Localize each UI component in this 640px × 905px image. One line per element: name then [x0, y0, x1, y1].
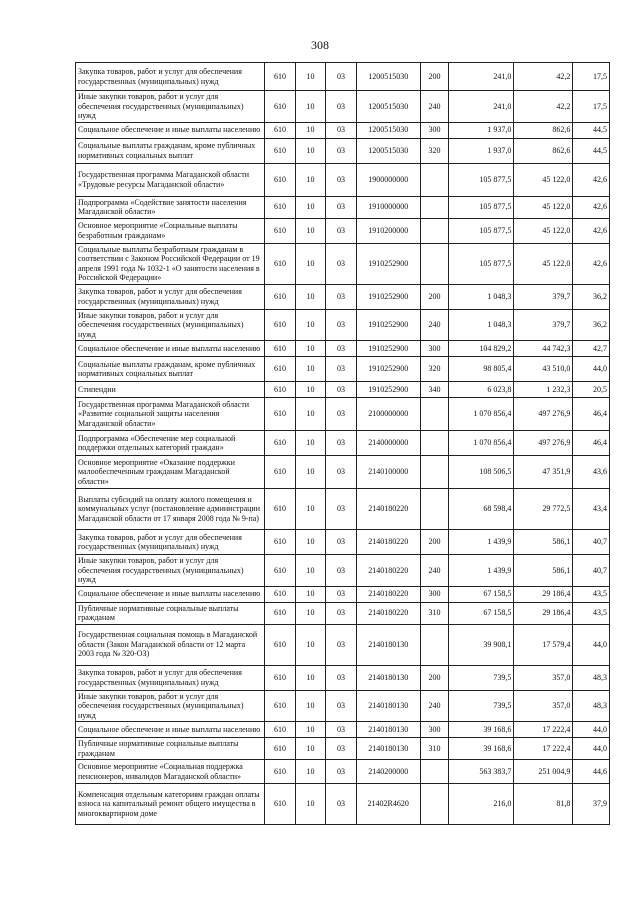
- cell-vr: [420, 196, 448, 218]
- cell-name: Государственная социальная помощь в Магаданской области (Закон Магаданской области от 12 марта 2003 года № 320-ОЗ): [76, 624, 265, 665]
- cell-vr: [420, 784, 448, 825]
- cell-pct: 17,5: [573, 91, 610, 123]
- cell-pct: 43,5: [573, 586, 610, 602]
- cell-vr: 310: [420, 602, 448, 624]
- cell-c1: 610: [265, 63, 296, 91]
- cell-c2: 10: [295, 91, 326, 123]
- cell-c1: 610: [265, 738, 296, 760]
- cell-v1: 6 023,8: [449, 382, 514, 398]
- cell-c3: 03: [326, 555, 357, 587]
- table-row: [76, 555, 610, 587]
- cell-c2: 10: [295, 784, 326, 825]
- cell-c3: 03: [326, 530, 357, 555]
- cell-c1: 610: [265, 91, 296, 123]
- cell-c3: 03: [326, 624, 357, 665]
- cell-code: 2140180220: [356, 489, 420, 530]
- cell-pct: 44,0: [573, 722, 610, 738]
- cell-c3: 03: [326, 456, 357, 489]
- cell-name: Закупка товаров, работ и услуг для обеспечения государственных (муниципальных) нужд: [76, 665, 265, 690]
- cell-pct: 46,4: [573, 431, 610, 456]
- cell-c1: 610: [265, 341, 296, 357]
- cell-name: Социальное обеспечение и иные выплаты населению: [76, 722, 265, 738]
- cell-c1: 610: [265, 122, 296, 138]
- cell-c2: 10: [295, 624, 326, 665]
- cell-name: Иные закупки товаров, работ и услуг для обеспечения государственных (муниципальных) нужд: [76, 309, 265, 341]
- table-row: [76, 309, 610, 341]
- cell-c2: 10: [295, 382, 326, 398]
- cell-vr: 320: [420, 357, 448, 382]
- cell-v2: 29 186,4: [514, 586, 573, 602]
- cell-c3: 03: [326, 122, 357, 138]
- cell-code: 2100000000: [356, 398, 420, 431]
- cell-v2: 45 122,0: [514, 196, 573, 218]
- cell-pct: 17,5: [573, 63, 610, 91]
- table-row: [76, 398, 610, 431]
- cell-v2: 43 510,0: [514, 357, 573, 382]
- cell-name: Подпрограмма «Содействие занятости населения Магаданской области»: [76, 196, 265, 218]
- cell-c2: 10: [295, 243, 326, 284]
- cell-v1: 1 070 856,4: [449, 398, 514, 431]
- cell-c2: 10: [295, 690, 326, 722]
- cell-c1: 610: [265, 624, 296, 665]
- table-row: [76, 196, 610, 218]
- cell-pct: 44,0: [573, 624, 610, 665]
- cell-v1: 241,0: [449, 63, 514, 91]
- cell-c1: 610: [265, 665, 296, 690]
- cell-name: Социальное обеспечение и иные выплаты населению: [76, 586, 265, 602]
- cell-name: Подпрограмма «Обеспечение мер социальной поддержки отдельных категорий граждан»: [76, 431, 265, 456]
- cell-v2: 497 276,9: [514, 398, 573, 431]
- cell-vr: [420, 163, 448, 196]
- cell-v1: 1 048,3: [449, 309, 514, 341]
- cell-pct: 43,6: [573, 456, 610, 489]
- cell-c3: 03: [326, 91, 357, 123]
- cell-name: Публичные нормативные социальные выплаты гражданам: [76, 738, 265, 760]
- cell-v2: 29 186,4: [514, 602, 573, 624]
- cell-v2: 862,6: [514, 122, 573, 138]
- cell-c1: 610: [265, 309, 296, 341]
- cell-c1: 610: [265, 284, 296, 309]
- cell-c3: 03: [326, 138, 357, 163]
- cell-v1: 1 937,0: [449, 138, 514, 163]
- cell-c1: 610: [265, 357, 296, 382]
- cell-v1: 105 877,5: [449, 218, 514, 243]
- cell-code: 1910252900: [356, 309, 420, 341]
- cell-c1: 610: [265, 555, 296, 587]
- cell-v1: 105 877,5: [449, 196, 514, 218]
- cell-pct: 40,7: [573, 530, 610, 555]
- cell-pct: 44,6: [573, 760, 610, 784]
- cell-code: 1200515030: [356, 138, 420, 163]
- cell-c2: 10: [295, 398, 326, 431]
- cell-c3: 03: [326, 341, 357, 357]
- cell-code: 2140200000: [356, 760, 420, 784]
- table-row: [76, 489, 610, 530]
- cell-v2: 45 122,0: [514, 243, 573, 284]
- cell-c2: 10: [295, 456, 326, 489]
- cell-c1: 610: [265, 218, 296, 243]
- cell-v1: 68 598,4: [449, 489, 514, 530]
- cell-v1: 1 439,9: [449, 530, 514, 555]
- cell-c3: 03: [326, 382, 357, 398]
- cell-v1: 1 070 856,4: [449, 431, 514, 456]
- cell-name: Закупка товаров, работ и услуг для обеспечения государственных (муниципальных) нужд: [76, 284, 265, 309]
- cell-v1: 241,0: [449, 91, 514, 123]
- cell-code: 2140180130: [356, 624, 420, 665]
- cell-vr: 200: [420, 530, 448, 555]
- cell-v2: 17 579,4: [514, 624, 573, 665]
- cell-v1: 739,5: [449, 690, 514, 722]
- table-row: [76, 760, 610, 784]
- cell-name: Социальные выплаты безработным гражданам в соответствии с Законом Российской Федерации от 19 апреля 1991 года № 1032-1 «О занятости населения в Российской Федерации»: [76, 243, 265, 284]
- table-row: [76, 341, 610, 357]
- cell-c3: 03: [326, 690, 357, 722]
- cell-pct: 46,4: [573, 398, 610, 431]
- cell-c3: 03: [326, 760, 357, 784]
- cell-c1: 610: [265, 398, 296, 431]
- cell-pct: 40,7: [573, 555, 610, 587]
- cell-code: 1910252900: [356, 243, 420, 284]
- cell-code: 1910252900: [356, 284, 420, 309]
- table-row: [76, 284, 610, 309]
- cell-v2: 29 772,5: [514, 489, 573, 530]
- cell-c3: 03: [326, 63, 357, 91]
- cell-c1: 610: [265, 602, 296, 624]
- cell-v1: 563 383,7: [449, 760, 514, 784]
- cell-vr: 240: [420, 91, 448, 123]
- cell-c1: 610: [265, 530, 296, 555]
- cell-code: 2140180130: [356, 738, 420, 760]
- cell-pct: 44,5: [573, 122, 610, 138]
- cell-name: Государственная программа Магаданской области «Развитие социальной защиты населения Магаданской области»: [76, 398, 265, 431]
- cell-c2: 10: [295, 489, 326, 530]
- cell-v1: 98 805,4: [449, 357, 514, 382]
- cell-pct: 37,9: [573, 784, 610, 825]
- cell-v1: 1 439,9: [449, 555, 514, 587]
- cell-name: Иные закупки товаров, работ и услуг для обеспечения государственных (муниципальных) нужд: [76, 91, 265, 123]
- cell-v1: 1 048,3: [449, 284, 514, 309]
- cell-code: 1200515030: [356, 91, 420, 123]
- cell-c3: 03: [326, 243, 357, 284]
- cell-v2: 47 351,9: [514, 456, 573, 489]
- cell-pct: 48,3: [573, 665, 610, 690]
- cell-c2: 10: [295, 138, 326, 163]
- cell-v2: 17 222,4: [514, 722, 573, 738]
- cell-v1: 67 158,5: [449, 602, 514, 624]
- cell-v1: 108 506,5: [449, 456, 514, 489]
- cell-name: Выплаты субсидий на оплату жилого помещения и коммунальных услуг (постановление администрации Магаданской области от 17 января 2008 года № 9-па): [76, 489, 265, 530]
- table-row: [76, 138, 610, 163]
- cell-c1: 610: [265, 784, 296, 825]
- table-row: [76, 431, 610, 456]
- cell-v1: 39 168,6: [449, 722, 514, 738]
- page-number: 308: [311, 38, 329, 52]
- cell-code: 21402R4620: [356, 784, 420, 825]
- cell-c2: 10: [295, 309, 326, 341]
- cell-pct: 20,5: [573, 382, 610, 398]
- table-row: [76, 91, 610, 123]
- cell-name: Социальные выплаты гражданам, кроме публичных нормативных социальных выплат: [76, 357, 265, 382]
- cell-v1: 39 908,1: [449, 624, 514, 665]
- cell-v1: 216,0: [449, 784, 514, 825]
- cell-code: 2140180130: [356, 665, 420, 690]
- cell-name: Социальные выплаты гражданам, кроме публичных нормативных социальных выплат: [76, 138, 265, 163]
- cell-v1: 39 168,6: [449, 738, 514, 760]
- cell-code: 1910252900: [356, 357, 420, 382]
- cell-c3: 03: [326, 722, 357, 738]
- cell-c1: 610: [265, 196, 296, 218]
- cell-c2: 10: [295, 357, 326, 382]
- cell-vr: 200: [420, 63, 448, 91]
- cell-c2: 10: [295, 122, 326, 138]
- cell-v2: 42,2: [514, 91, 573, 123]
- cell-name: Основное мероприятие «Социальные выплаты безработным гражданам»: [76, 218, 265, 243]
- cell-vr: [420, 760, 448, 784]
- cell-code: 2140180220: [356, 586, 420, 602]
- cell-pct: 44,0: [573, 738, 610, 760]
- cell-c1: 610: [265, 163, 296, 196]
- cell-v2: 1 232,3: [514, 382, 573, 398]
- cell-pct: 42,6: [573, 218, 610, 243]
- cell-name: Стипендии: [76, 382, 265, 398]
- cell-code: 2140180220: [356, 530, 420, 555]
- cell-code: 1200515030: [356, 122, 420, 138]
- cell-code: 2140180130: [356, 722, 420, 738]
- cell-pct: 36,2: [573, 284, 610, 309]
- cell-code: 1200515030: [356, 63, 420, 91]
- cell-v2: 45 122,0: [514, 218, 573, 243]
- cell-v2: 497 276,9: [514, 431, 573, 456]
- cell-vr: 240: [420, 690, 448, 722]
- cell-v1: 105 877,5: [449, 243, 514, 284]
- cell-code: 2140180220: [356, 602, 420, 624]
- cell-pct: 36,2: [573, 309, 610, 341]
- cell-v2: 862,6: [514, 138, 573, 163]
- cell-code: 1910000000: [356, 196, 420, 218]
- cell-name: Государственная программа Магаданской области «Трудовые ресурсы Магаданской области»: [76, 163, 265, 196]
- cell-c3: 03: [326, 784, 357, 825]
- cell-c2: 10: [295, 530, 326, 555]
- cell-c2: 10: [295, 284, 326, 309]
- cell-c2: 10: [295, 196, 326, 218]
- cell-c3: 03: [326, 398, 357, 431]
- cell-v1: 1 937,0: [449, 122, 514, 138]
- cell-c3: 03: [326, 218, 357, 243]
- cell-c1: 610: [265, 138, 296, 163]
- cell-code: 2140180130: [356, 690, 420, 722]
- cell-code: 2140000000: [356, 431, 420, 456]
- cell-code: 1910200000: [356, 218, 420, 243]
- cell-name: Закупка товаров, работ и услуг для обеспечения государственных (муниципальных) нужд: [76, 63, 265, 91]
- cell-vr: 340: [420, 382, 448, 398]
- cell-name: Основное мероприятие «Оказание поддержки малообеспеченным гражданам Магаданской области»: [76, 456, 265, 489]
- cell-v2: 42,2: [514, 63, 573, 91]
- cell-v2: 17 222,4: [514, 738, 573, 760]
- cell-pct: 42,6: [573, 243, 610, 284]
- cell-c2: 10: [295, 586, 326, 602]
- cell-c3: 03: [326, 431, 357, 456]
- cell-c3: 03: [326, 196, 357, 218]
- cell-name: Иные закупки товаров, работ и услуг для обеспечения государственных (муниципальных) нужд: [76, 690, 265, 722]
- cell-v2: 357,0: [514, 690, 573, 722]
- table-row: [76, 738, 610, 760]
- table-row: [76, 602, 610, 624]
- cell-pct: 48,3: [573, 690, 610, 722]
- cell-vr: [420, 398, 448, 431]
- cell-pct: 42,7: [573, 341, 610, 357]
- cell-vr: 300: [420, 586, 448, 602]
- cell-pct: 44,0: [573, 357, 610, 382]
- cell-name: Компенсация отдельным категориям граждан оплаты взноса на капитальный ремонт общего имущества в многоквартирном доме: [76, 784, 265, 825]
- table-row: [76, 63, 610, 91]
- cell-code: 1910252900: [356, 382, 420, 398]
- table-row: [76, 456, 610, 489]
- cell-c2: 10: [295, 163, 326, 196]
- table-row: [76, 530, 610, 555]
- cell-vr: [420, 489, 448, 530]
- cell-c1: 610: [265, 722, 296, 738]
- cell-c1: 610: [265, 690, 296, 722]
- cell-code: 2140100000: [356, 456, 420, 489]
- cell-name: Социальное обеспечение и иные выплаты населению: [76, 122, 265, 138]
- cell-c3: 03: [326, 665, 357, 690]
- cell-c1: 610: [265, 382, 296, 398]
- cell-c3: 03: [326, 357, 357, 382]
- cell-vr: [420, 218, 448, 243]
- cell-c2: 10: [295, 760, 326, 784]
- cell-c3: 03: [326, 309, 357, 341]
- cell-v2: 586,1: [514, 530, 573, 555]
- cell-c1: 610: [265, 431, 296, 456]
- cell-c2: 10: [295, 665, 326, 690]
- cell-vr: 320: [420, 138, 448, 163]
- cell-vr: 300: [420, 341, 448, 357]
- cell-c1: 610: [265, 489, 296, 530]
- cell-c1: 610: [265, 586, 296, 602]
- cell-v2: 586,1: [514, 555, 573, 587]
- cell-v2: 251 004,9: [514, 760, 573, 784]
- table-row: [76, 218, 610, 243]
- budget-table: [75, 62, 610, 825]
- cell-v2: 44 742,3: [514, 341, 573, 357]
- cell-vr: [420, 456, 448, 489]
- cell-vr: 200: [420, 284, 448, 309]
- cell-c1: 610: [265, 456, 296, 489]
- cell-v1: 67 158,5: [449, 586, 514, 602]
- cell-vr: [420, 431, 448, 456]
- cell-name: Закупка товаров, работ и услуг для обеспечения государственных (муниципальных) нужд: [76, 530, 265, 555]
- cell-pct: 44,5: [573, 138, 610, 163]
- cell-c3: 03: [326, 586, 357, 602]
- table-row: [76, 665, 610, 690]
- cell-code: 1910252900: [356, 341, 420, 357]
- cell-v2: 379,7: [514, 309, 573, 341]
- cell-vr: 240: [420, 309, 448, 341]
- cell-c2: 10: [295, 738, 326, 760]
- cell-c2: 10: [295, 555, 326, 587]
- cell-c1: 610: [265, 760, 296, 784]
- cell-name: Социальное обеспечение и иные выплаты населению: [76, 341, 265, 357]
- cell-c3: 03: [326, 489, 357, 530]
- cell-c2: 10: [295, 602, 326, 624]
- cell-vr: 200: [420, 665, 448, 690]
- cell-vr: 300: [420, 122, 448, 138]
- cell-code: 2140180220: [356, 555, 420, 587]
- cell-v2: 379,7: [514, 284, 573, 309]
- cell-c2: 10: [295, 722, 326, 738]
- cell-pct: 42,6: [573, 163, 610, 196]
- cell-v1: 104 829,2: [449, 341, 514, 357]
- cell-v1: 105 877,5: [449, 163, 514, 196]
- cell-vr: [420, 624, 448, 665]
- cell-c3: 03: [326, 602, 357, 624]
- table-row: [76, 357, 610, 382]
- cell-v2: 45 122,0: [514, 163, 573, 196]
- cell-c2: 10: [295, 431, 326, 456]
- cell-v1: 739,5: [449, 665, 514, 690]
- cell-c3: 03: [326, 738, 357, 760]
- table-row: [76, 586, 610, 602]
- cell-c2: 10: [295, 63, 326, 91]
- cell-name: Публичные нормативные социальные выплаты гражданам: [76, 602, 265, 624]
- cell-vr: 240: [420, 555, 448, 587]
- table-row: [76, 690, 610, 722]
- cell-vr: 310: [420, 738, 448, 760]
- cell-name: Основное мероприятие «Социальная поддержка пенсионеров, инвалидов Магаданской области»: [76, 760, 265, 784]
- cell-pct: 42,6: [573, 196, 610, 218]
- cell-c1: 610: [265, 243, 296, 284]
- table-row: [76, 722, 610, 738]
- cell-c3: 03: [326, 284, 357, 309]
- cell-vr: 300: [420, 722, 448, 738]
- cell-v2: 357,0: [514, 665, 573, 690]
- cell-code: 1900000000: [356, 163, 420, 196]
- cell-name: Иные закупки товаров, работ и услуг для обеспечения государственных (муниципальных) нужд: [76, 555, 265, 587]
- cell-c3: 03: [326, 163, 357, 196]
- table-row: [76, 382, 610, 398]
- cell-pct: 43,5: [573, 602, 610, 624]
- table-row: [76, 243, 610, 284]
- cell-v2: 81,8: [514, 784, 573, 825]
- cell-vr: [420, 243, 448, 284]
- cell-pct: 43,4: [573, 489, 610, 530]
- table-row: [76, 122, 610, 138]
- cell-c2: 10: [295, 341, 326, 357]
- table-row: [76, 624, 610, 665]
- table-row: [76, 163, 610, 196]
- table-row: [76, 784, 610, 825]
- cell-c2: 10: [295, 218, 326, 243]
